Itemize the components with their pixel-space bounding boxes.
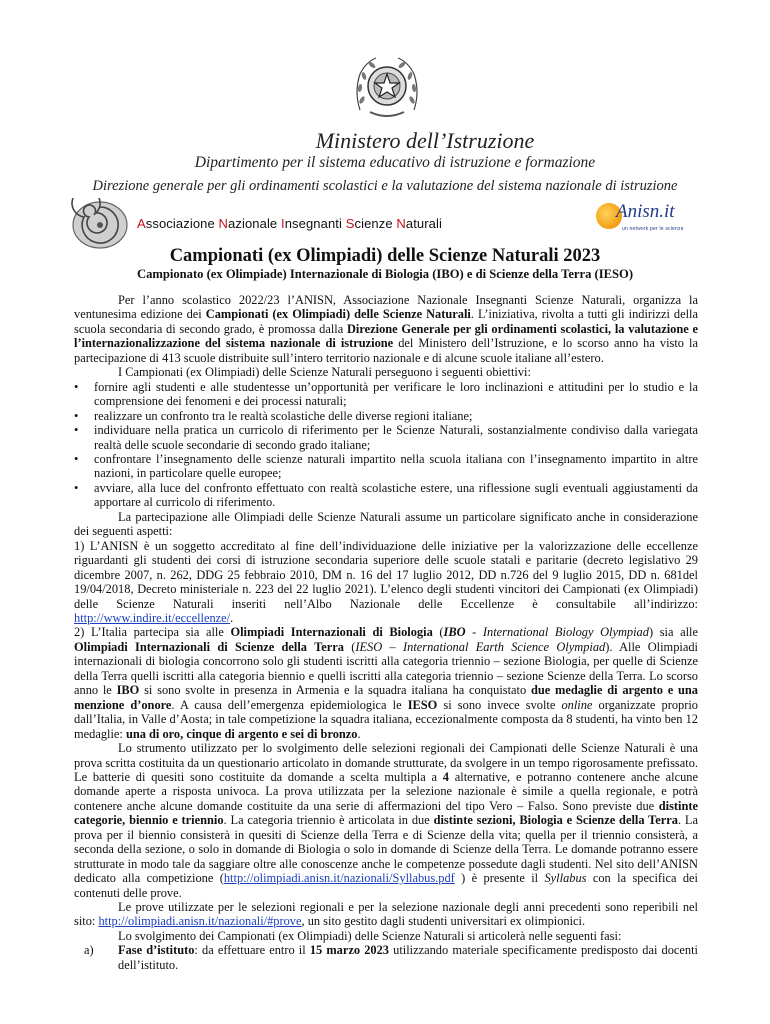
department-name: Dipartimento per il sistema educativo di istruzione e formazione [194, 154, 596, 171]
anisn-logo [596, 201, 716, 241]
list-item: • confrontare l’insegnamento delle scienze naturali impartito nella scuola italiana con l’insegnamento impartito in altre nazioni, in particolare quelle europee; [74, 451, 698, 481]
bullet-icon: • [74, 480, 79, 495]
italian-emblem-icon [350, 52, 424, 122]
previous-tests-paragraph: Le prove utilizzate per le selezioni regionali e per la selezione nazionale degli anni precedenti sono reperibili nel sito: http://olimpiadi.anisn.it/nazionali/#prove, un sito gestito dagli studenti universitari ex olimpionici. [74, 900, 698, 929]
page-subtitle: Campionato (ex Olimpiade) Internazionale di Biologia (IBO) e di Scienze della Terra (IESO) [136, 267, 634, 281]
objectives-intro: I Campionati (ex Olimpiadi) delle Scienze Naturali perseguono i seguenti obiettivi: [118, 365, 531, 380]
anisn-tagline: un network per le scienze [622, 226, 684, 232]
page-title: Campionati (ex Olimpiadi) delle Scienze Naturali 2023 [169, 246, 601, 266]
list-item: • realizzare un confronto tra le realtà scolastiche delle diverse regioni italiane; [74, 408, 473, 423]
list-item: • fornire agli studenti e alle studentesse un’opportunità per verificare le loro inclinazioni e attitudini per lo studio e la comprensione dei fenomeni e dei processi naturali; [74, 379, 698, 409]
point-1-paragraph: 1) L’ANISN è un soggetto accreditato al fine dell’individuazione delle iniziative per la valorizzazione delle eccellenze riguardanti gli studenti dei corsi di istruzione secondaria superiore delle scuole statali e paritarie (decreto legislativo 29 dicembre 2007, n. 262, DDG 25 febbraio 2010, DM n. 16 del 17 luglio 2012, DD n.726 del 9 luglio 2015, DD n. 681del 19/04/2018, Decreto ministeriale n. 223 del 22 luglio 2021). L’elenco degli studenti vincitori dei Campionati (ex Olimpiadi) delle Scienze Naturali inseriti nell’Albo Nazionale delle Eccellenze è consultabile all’indirizzo: http://www.indire.it/eccellenze/. [74, 538, 698, 625]
indire-eccellenze-link[interactable]: http://www.indire.it/eccellenze/ [74, 610, 231, 625]
syllabus-link[interactable]: http://olimpiadi.anisn.it/nazionali/Syllabus.pdf [223, 871, 455, 886]
document-body [74, 293, 698, 972]
phases-intro: Lo svolgimento dei Campionati (ex Olimpiadi) delle Scienze Naturali si articolerà nelle seguenti fasi: [118, 928, 622, 943]
selections-paragraph: Lo strumento utilizzato per lo svolgimento delle selezioni regionali dei Campionati delle Scienze Naturali è una prova scritta costituita da un questionario articolato in domande strutturate, da svolgere in un tempo rigorosamente prefissato. Le batterie di quesiti sono costituite da domande a scelta multipla a 4 alternative, e potranno contenere anche alcune domande aperte a risposta univoca. La prova utilizzata per la selezione nazionale è simile a quella regionale, e potrà contenere anche alcune domande costituite da una serie di affermazioni del tipo Vero – Falso. Sono previste due distinte categorie, biennio e triennio. La categoria triennio è articolata in due distinte sezioni, Biologia e Scienze della Terra. La prova per il biennio consisterà in quesiti di Scienze della Terra e di Scienze della vita; quella per il triennio consisterà, a seconda della sezione, o solo in domande di Biologia o solo in domande di Scienze della Terra. Le domande potranno essere strutturate in modo tale da saggiare oltre alle conoscenze anche le competenze possedute dagli studenti. Nel sito dell’ANISN dedicato alla competizione (http://olimpiadi.anisn.it/nazionali/Syllabus.pdf ) è presente il Syllabus con la specifica dei contenuti delle prove. [74, 741, 699, 900]
significance-paragraph: La partecipazione alle Olimpiadi delle Scienze Naturali assume un particolare significato anche in considerazione dei seguenti aspetti: [74, 509, 698, 539]
phase-label: a) [84, 943, 94, 958]
point-2-paragraph: 2) L’Italia partecipa sia alle Olimpiadi Internazionali di Biologia (IBO - International Biology Olympiad) sia alle Olimpiadi Internazionali di Scienze della Terra (IESO – International Earth Science Olympiad). Alle Olimpiadi internazionali di biologia concorrono solo gli studenti iscritti alla categoria triennio – sezione Biologia, per quelle di Scienze della Terra quelli iscritti alla categoria biennio e quelli iscritti alla categoria triennio – sezione Scienze della Terra. Lo scorso anno le IBO si sono svolte in presenza in Armenia e la squadra italiana ha conquistato due medaglie di argento e una menzione d’onore. A causa dell’emergenza epidemiologica le IESO si sono invece svolte online organizzate proprio dall’Italia, in Valle d’Aosta; in tale competizione la squadra italiana, eccezionalmente composta da 8 studenti, ha vinto ben 12 medaglie: una di oro, cinque di argento e sei di bronzo. [74, 625, 698, 741]
association-name: Associazione Nazionale Insegnanti Scienze Naturali [137, 216, 442, 231]
list-item: • individuare nella pratica un curricolo di riferimento per le Scienze Naturali, sostanzialmente condiviso dalla variegata realtà delle scuole secondarie di secondo grado italiane; [74, 423, 698, 452]
bullet-icon: • [74, 379, 79, 394]
bullet-icon: • [74, 408, 79, 423]
phase-item: a) Fase d’istituto: da effettuare entro il 15 marzo 2023 utilizzando materiale specificamente predisposto dai docenti dell’istituto. [74, 943, 698, 972]
intro-paragraph: Per l’anno scolastico 2022/23 l’ANISN, Associazione Nazionale Insegnanti Scienze Naturali, organizza la ventunesima edizione dei Campionati (ex Olimpiadi) delle Scienze Naturali. L’iniziativa, rivolta a tutti gli indirizzi della scuola secondaria di secondo grado, è promossa dalla Direzione Generale per gli ordinamenti scolastici, la valutazione e l’internazionalizzazione del sistema nazionale di istruzione del Ministero dell’Istruzione, e lo scorso anno ha visto la partecipazione di 413 scuole distribuite sull’intero territorio nazionale e di alcune scuole italiane all’estero. [74, 293, 699, 365]
directorate-name: Direzione generale per gli ordinamenti scolastici e la valutazione del sistema nazionale di istruzione [92, 178, 678, 194]
ammonite-shell-logo-icon [70, 198, 130, 250]
anisn-logo-text: Anisn.it [616, 201, 675, 222]
prove-link[interactable]: http://olimpiadi.anisn.it/nazionali/#prove [98, 914, 302, 929]
ministry-title: Ministero dell’Istruzione [315, 128, 535, 153]
bullet-icon: • [74, 451, 79, 466]
bullet-icon: • [74, 423, 79, 438]
list-item: • avviare, alla luce del confronto effettuato con realtà scolastiche estere, una riflessione sugli eventuali aggiustamenti da apportare al curricolo di riferimento. [74, 480, 698, 510]
